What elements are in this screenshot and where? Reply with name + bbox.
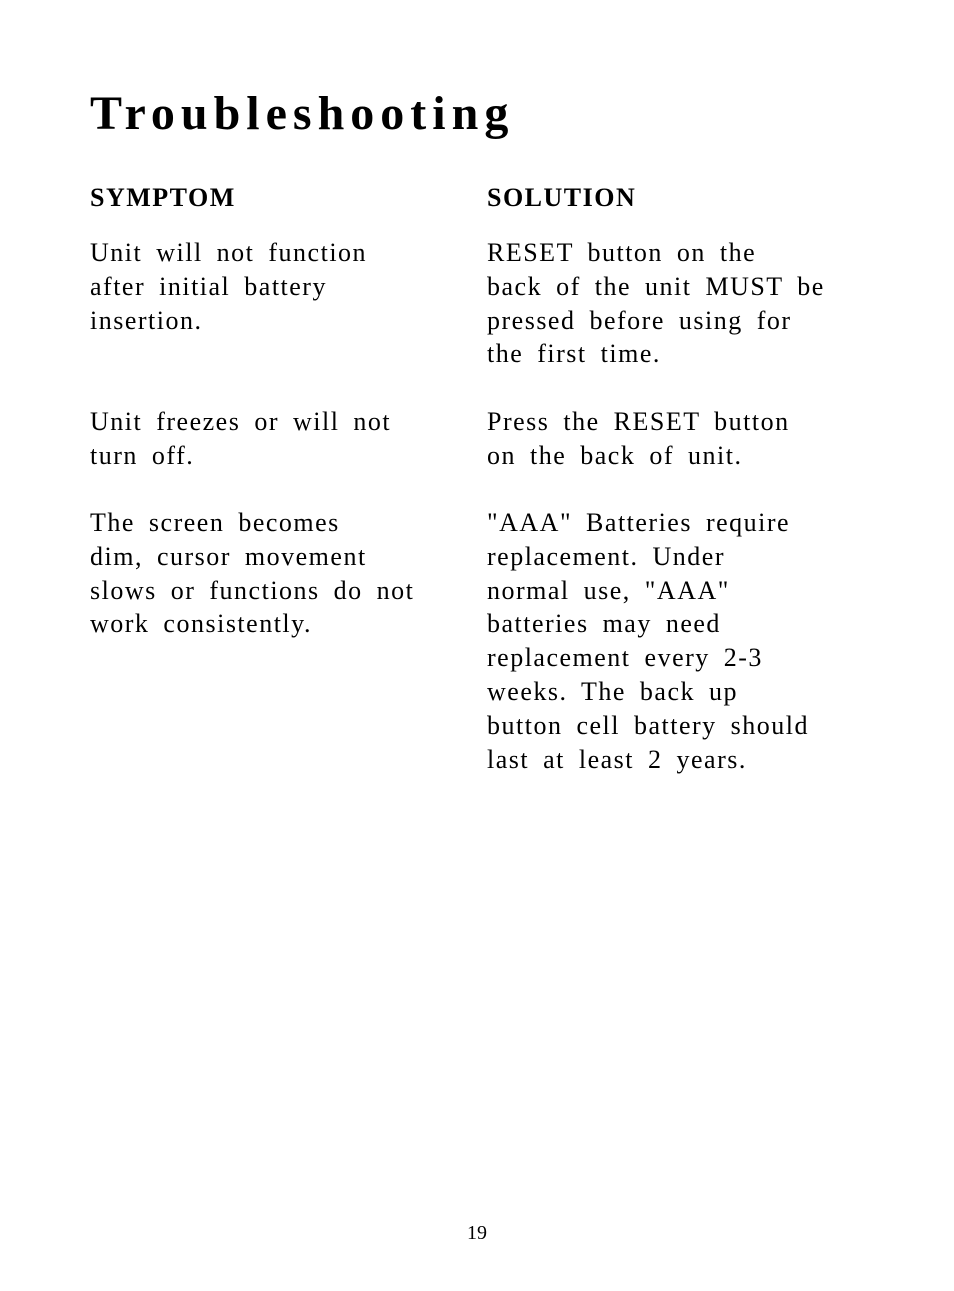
text-line: The screen becomes xyxy=(90,508,340,537)
text-line: replacement every 2-3 xyxy=(487,643,763,673)
symptom-column-header: SYMPTOM xyxy=(90,183,236,212)
symptom-cell xyxy=(90,506,414,641)
text-line: button cell battery should xyxy=(487,710,810,740)
text-line: insertion. xyxy=(90,305,203,335)
text-line: Unit freezes or will not xyxy=(90,407,392,436)
symptom-cell xyxy=(90,405,391,473)
symptom-cell xyxy=(90,236,367,337)
text-line: turn off. xyxy=(90,440,195,470)
text-line: slows or functions do not xyxy=(90,575,415,605)
text-line: pressed before using for xyxy=(487,305,792,335)
text-line: the first time. xyxy=(487,339,661,369)
text-line: weeks. The back up xyxy=(487,676,739,706)
text-line: last at least 2 years. xyxy=(487,744,747,774)
text-line: Press the RESET button xyxy=(487,407,790,436)
text-line: replacement. Under xyxy=(487,541,726,571)
text-line: batteries may need xyxy=(487,609,721,639)
text-line: on the back of unit. xyxy=(487,440,743,470)
text-line: RESET button on the xyxy=(487,238,757,267)
text-line: after initial battery xyxy=(90,271,327,301)
page-number: 19 xyxy=(467,1222,487,1244)
text-line: Unit will not function xyxy=(90,238,368,267)
solution-cell xyxy=(487,236,825,371)
text-line: work consistently. xyxy=(90,609,312,639)
page-title: Troubleshooting xyxy=(90,87,515,140)
text-line: back of the unit MUST be xyxy=(487,271,825,301)
text-line: normal use, "AAA" xyxy=(487,575,730,605)
text-line: "AAA" Batteries require xyxy=(487,508,791,537)
solution-column-header: SOLUTION xyxy=(487,183,637,212)
solution-cell xyxy=(487,506,809,776)
solution-cell xyxy=(487,405,790,473)
text-line: dim, cursor movement xyxy=(90,541,367,571)
